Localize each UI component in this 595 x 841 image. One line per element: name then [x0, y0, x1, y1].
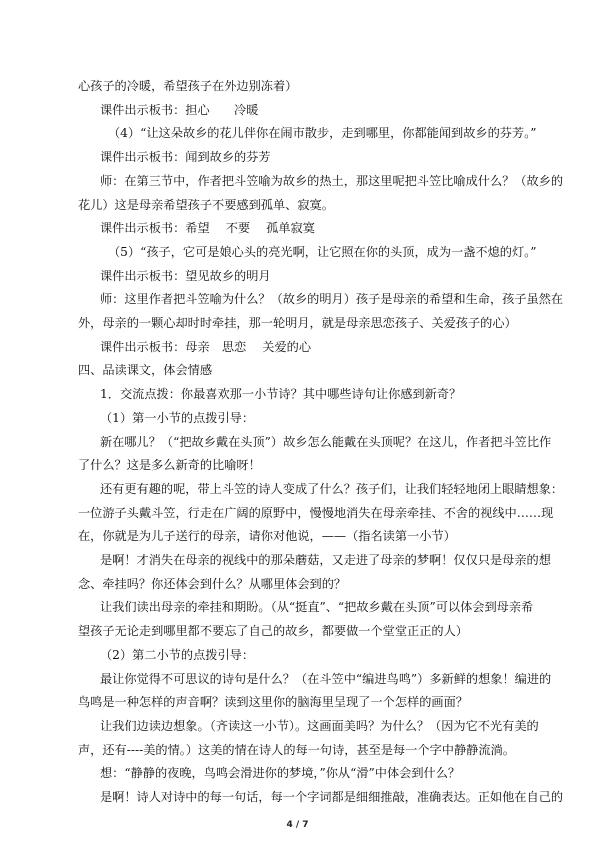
- text-line: 花儿）这是母亲希望孩子不要感到孤单、寂寞。: [78, 198, 334, 212]
- text-line: 想：“静静的夜晚，鸟鸣会滑进你的梦境，”你从“滑”中体会到什么？: [100, 766, 461, 780]
- text-line: 念、牵挂吗？你还体会到什么？从哪里体会到的？: [78, 577, 347, 591]
- text-line: 新在哪儿？（“把故乡戴在头顶”）故乡怎么能戴在头顶呢？在这儿，作者把斗笠比作: [100, 435, 552, 449]
- text-line: （5）“孩子，它可是娘心头的亮光啊，让它照在你的头顶，成为一盏不熄的灯。”: [108, 245, 537, 259]
- text-line: （2）第二小节的点拨引导：: [100, 648, 255, 662]
- section-heading: 四、品读课文，体会情感: [78, 363, 213, 377]
- text-line: （1）第一小节的点拨引导：: [100, 411, 255, 425]
- text-line: 让我们读出母亲的牵挂和期盼。（从“挺直”、“把故乡戴在头顶”可以体会到母亲希: [100, 600, 534, 614]
- text-line: 课件出示板书：希望 不要 孤单寂寞: [100, 221, 315, 235]
- text-line: 是啊！才消失在母亲的视线中的那朵蘑菇，又走进了母亲的梦啊！仅仅只是母亲的想: [100, 553, 551, 567]
- text-line: 一位游子头戴斗笠，行走在广阔的原野中，慢慢地消失在母亲牵挂、不舍的视线中……现: [78, 506, 554, 520]
- text-line: 还有更有趣的呢，带上斗笠的诗人变成了什么？孩子们，让我们轻轻地闭上眼睛想象：: [100, 482, 564, 496]
- text-line: 课件出示板书：望见故乡的明月: [100, 269, 271, 283]
- text-line: 鸟鸣是一种怎样的声音啊？读到这里你的脑海里呈现了一个怎样的画面？: [78, 695, 468, 709]
- text-line: 让我们边读边想象。（齐读这一小节）。这画面美吗？为什么？（因为它不光有美的: [100, 719, 539, 733]
- text-line: （4）“让这朵故乡的花儿伴你在闹市散步，走到哪里，你都能闻到故乡的芬芳。”: [108, 126, 537, 140]
- text-line: 课件出示板书：担心 冷暖: [100, 103, 259, 117]
- text-line: 心孩子的冷暖，希望孩子在外边别冻着）: [78, 79, 298, 93]
- text-line: 课件出示板书：闻到故乡的芬芳: [100, 150, 271, 164]
- text-line: 课件出示板书：母亲 思恋 关爱的心: [100, 340, 312, 354]
- text-line: 是啊！诗人对诗中的每一句话，每一个字词都是细细推敲，准确表达。正如他在自己的: [100, 790, 564, 804]
- text-line: 师：这里作者把斗笠喻为什么？（故乡的明月）孩子是母亲的希望和生命，孩子虽然在: [100, 292, 564, 306]
- text-line: 了什么？这是多么新奇的比喻呀！: [78, 458, 261, 472]
- text-line: 声，还有----美的情。）这美的情在诗人的每一句诗，甚至是每一个字中静静流淌。: [78, 743, 515, 757]
- text-line: 在，你就是为儿子送行的母亲，请你对他说，——（指名读第一小节）: [78, 529, 456, 543]
- text-line: 外，母亲的一颗心却时时牵挂，那一轮明月，就是母亲思恋孩子、关爱孩子的心）: [78, 316, 517, 330]
- page-number: 4 / 7: [286, 820, 309, 830]
- text-line: 1．交流点拨：你最喜欢那一小节诗？其中哪些诗句让你感到新奇？: [100, 387, 462, 401]
- text-line: 师：在第三节中，作者把斗笠喻为故乡的热土，那这里呢把斗笠比喻成什么？（故乡的: [100, 174, 564, 188]
- text-line: 最让你觉得不可思议的诗句是什么？（在斗笠中“编进鸟鸣”）多新鲜的想象！编进的: [100, 672, 552, 686]
- text-line: 望孩子无论走到哪里都不要忘了自己的故乡，都要做一个堂堂正正的人）: [78, 624, 468, 638]
